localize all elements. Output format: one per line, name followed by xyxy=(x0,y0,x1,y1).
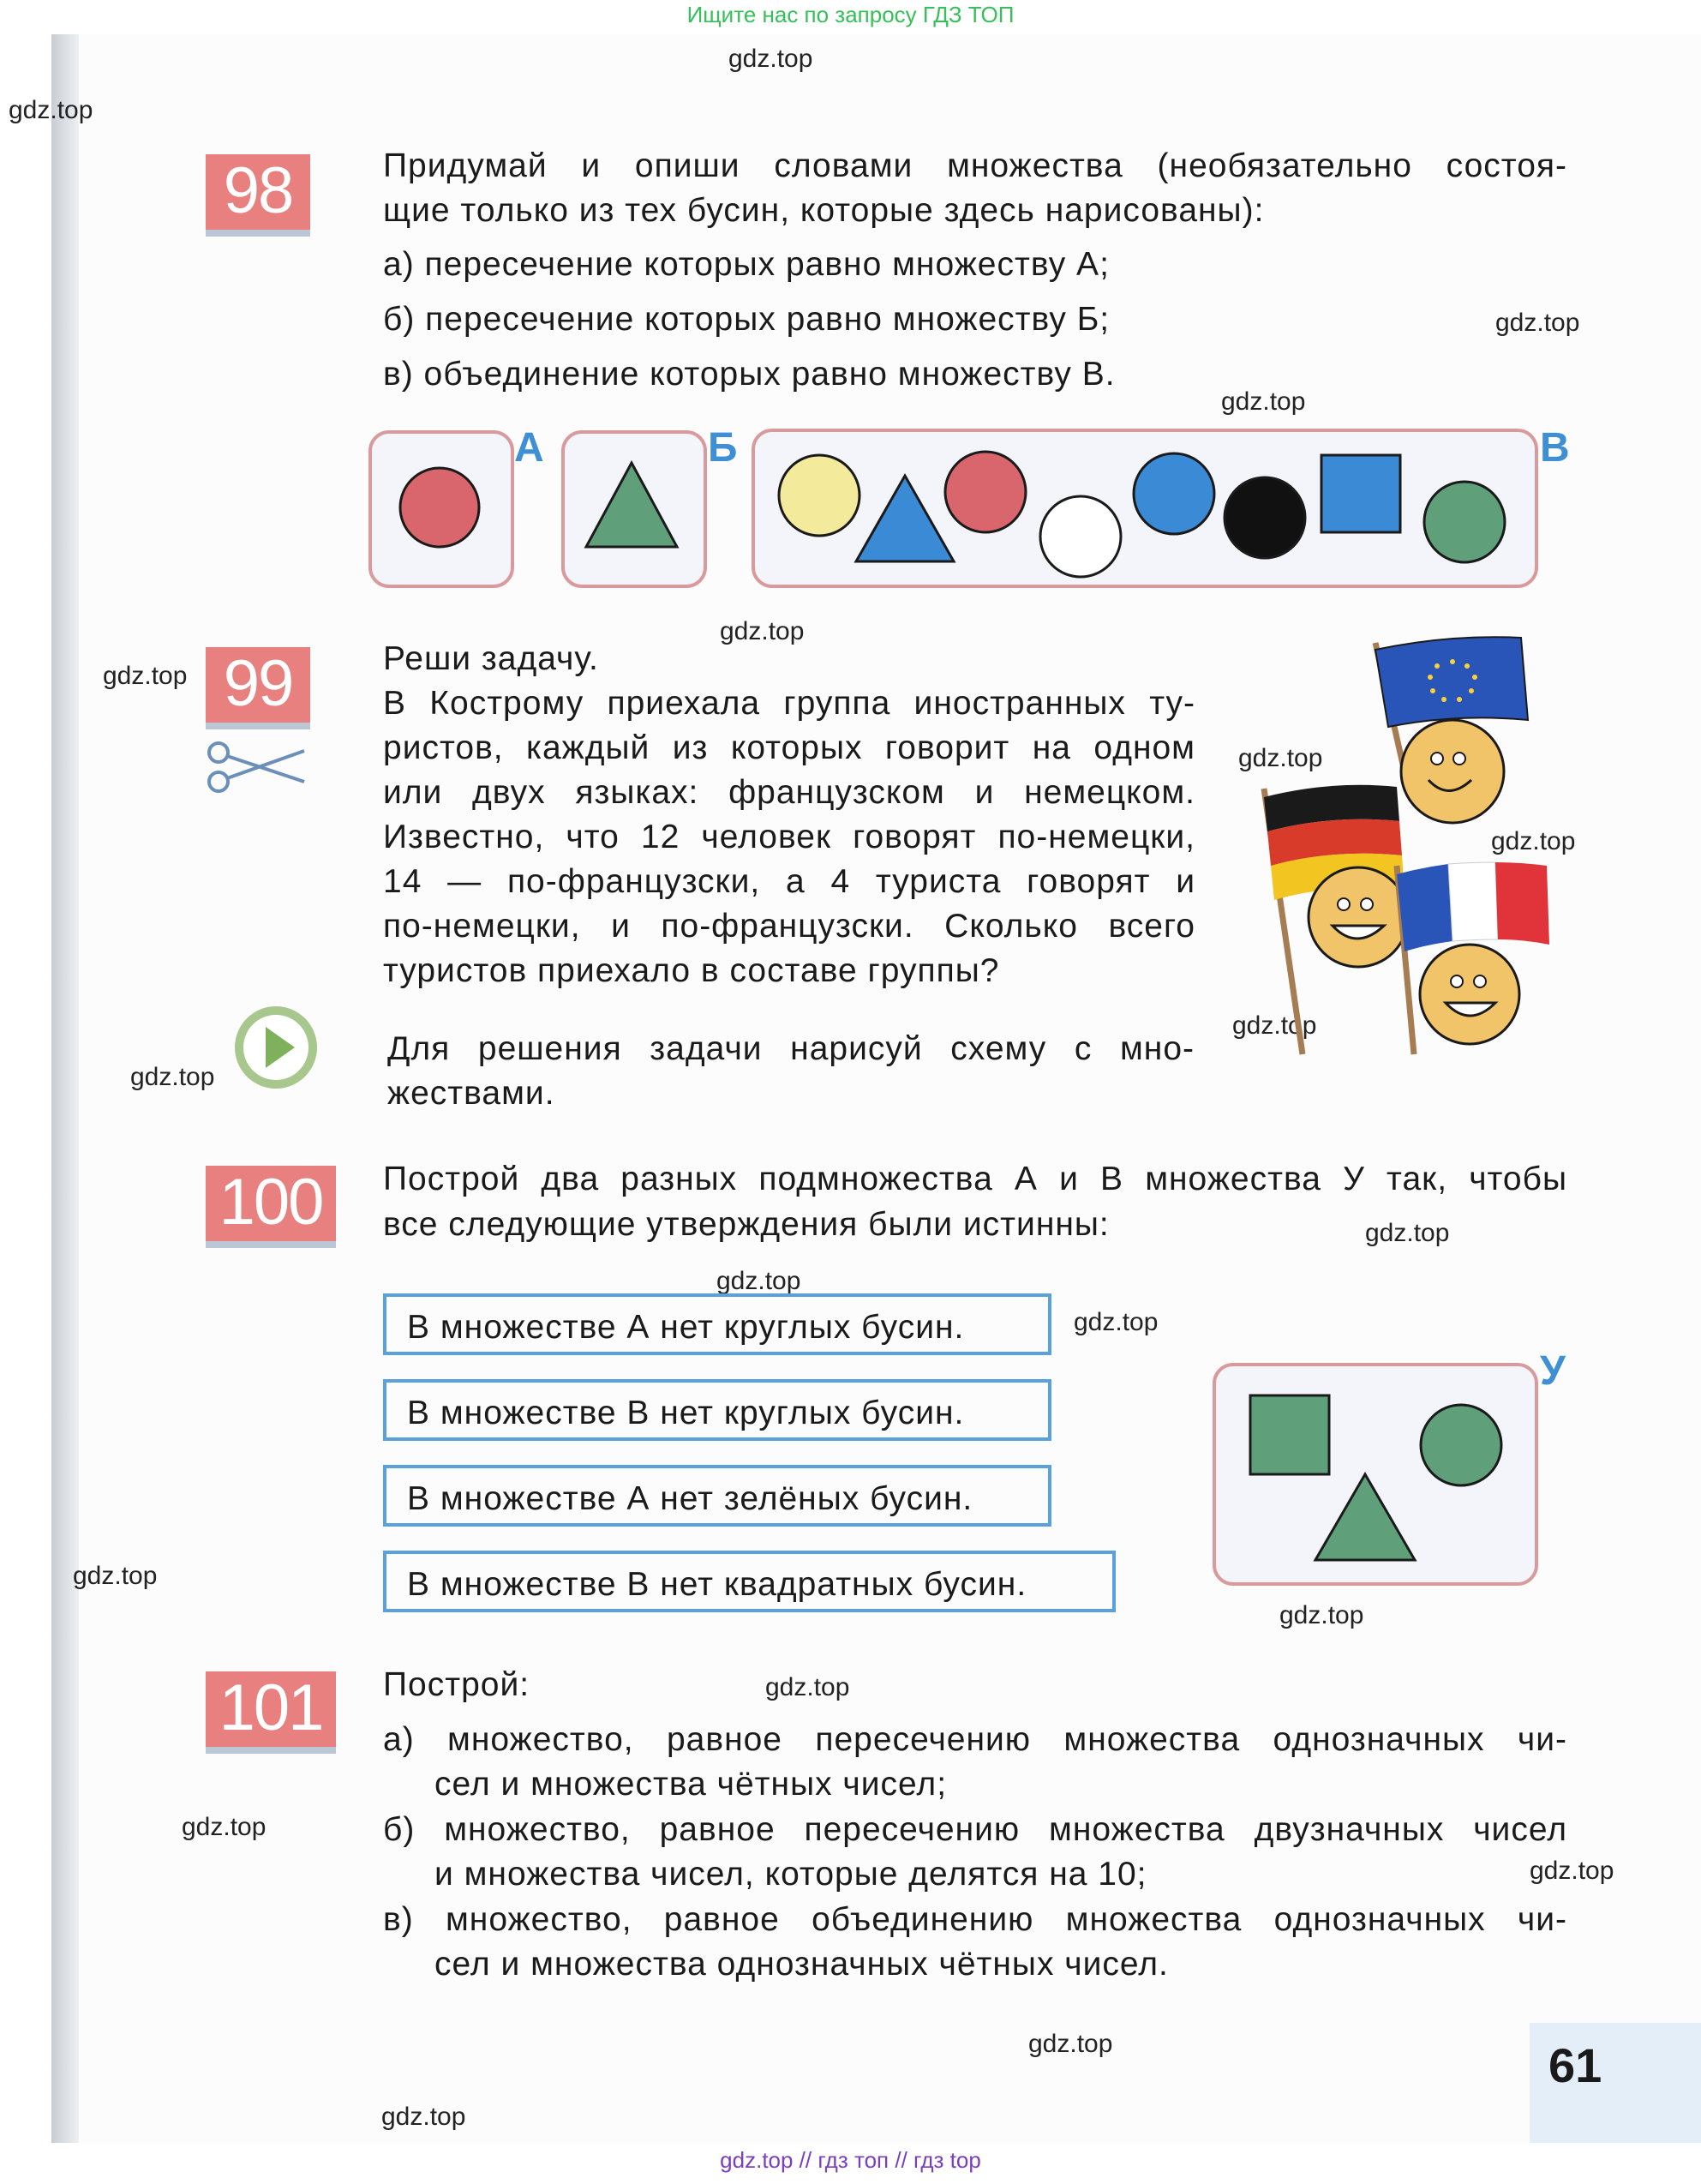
white-circle-bead xyxy=(1040,496,1121,577)
task98-line: щие только из тех бусин, которые здесь нарисованы): xyxy=(383,192,1265,229)
yellow-circle-bead xyxy=(779,455,859,536)
watermark: gdz.top xyxy=(182,1813,267,1841)
set-b-box xyxy=(561,430,707,588)
watermark: gdz.top xyxy=(728,45,813,73)
task99-line: по-немецки, и по-французски. Сколько всего xyxy=(383,908,1195,945)
task99-line: туристов приехало в составе группы? xyxy=(383,952,1000,989)
watermark: gdz.top xyxy=(1028,2030,1113,2058)
task101-line: Построй: xyxy=(383,1666,530,1703)
red-circle-bead xyxy=(945,452,1026,532)
eu-flag xyxy=(1375,637,1528,727)
task99-line: Известно, что 12 человек говорят по-немецки, xyxy=(383,819,1195,855)
red-circle-bead xyxy=(400,468,479,547)
task99-line: 14 — по-французски, а 4 туриста говорят и xyxy=(383,863,1195,900)
task99-line: В Кострому приехала группа иностранных ту- xyxy=(383,685,1195,722)
task98-item-c: в) объединение которых равно множеству В. xyxy=(383,356,1116,393)
france-flag xyxy=(1397,864,1452,951)
blue-triangle-bead xyxy=(856,476,954,561)
black-circle-bead xyxy=(1225,477,1305,558)
set-a-label: А xyxy=(514,425,544,471)
page-number: 61 xyxy=(1530,2023,1701,2143)
set-b-label: Б xyxy=(708,425,738,471)
smiley-face-1 xyxy=(1401,720,1504,823)
statement-box: В множестве В нет квадратных бусин. xyxy=(383,1551,1116,1612)
task101-item-c: в) множество, равное объединению множества однозначных чи- xyxy=(383,1901,1567,1938)
watermark: gdz.top xyxy=(103,662,188,690)
watermark: gdz.top xyxy=(381,2103,466,2131)
task98-item-b: б) пересечение которых равно множеству Б; xyxy=(383,301,1111,338)
smiley-face-2 xyxy=(1309,867,1408,967)
watermark: gdz.top xyxy=(1238,744,1323,772)
statement-box: В множестве А нет круглых бусин. xyxy=(383,1293,1051,1355)
watermark: gdz.top xyxy=(1221,387,1306,416)
task101-line: сел и множества чётных чисел; xyxy=(434,1766,948,1803)
watermark: gdz.top xyxy=(1279,1601,1364,1629)
watermark: gdz.top xyxy=(1495,309,1580,337)
search-banner[interactable]: Ищите нас по запросу ГДЗ ТОП xyxy=(686,2,1015,27)
green-circle-bead xyxy=(1424,482,1505,562)
watermark: gdz.top xyxy=(1365,1219,1450,1247)
task101-line: сел и множества однозначных чётных чисел. xyxy=(434,1946,1169,1983)
task99-line: или двух языках: французском и немецком. xyxy=(383,774,1195,811)
task98-item-a: а) пересечение которых равно множеству А; xyxy=(383,246,1110,283)
watermark: gdz.top xyxy=(9,96,93,124)
watermark: gdz.top xyxy=(73,1562,158,1590)
scissors-icon xyxy=(201,739,308,795)
task-number-99: 99 xyxy=(206,647,310,729)
blue-circle-bead xyxy=(1134,453,1214,534)
watermark: gdz.top xyxy=(1232,1011,1317,1040)
task101-item-a: а) множество, равное пересечению множества однозначных чи- xyxy=(383,1721,1567,1758)
statement-box: В множестве В нет круглых бусин. xyxy=(383,1379,1051,1441)
task99-line: Реши задачу. xyxy=(383,640,599,677)
task101-item-b: б) множество, равное пересечению множества двузначных чисел xyxy=(383,1811,1567,1848)
watermark: gdz.top xyxy=(1491,827,1576,855)
watermark: gdz.top xyxy=(1074,1308,1159,1336)
green-square-bead xyxy=(1250,1395,1329,1474)
set-v-label: В xyxy=(1540,425,1570,471)
set-u-box xyxy=(1213,1363,1538,1586)
footer-links[interactable]: gdz.top // гдз топ // гдз top xyxy=(720,2147,981,2173)
task99-hint: жествами. xyxy=(387,1075,555,1112)
set-u-label: У xyxy=(1540,1348,1566,1394)
task99-hint: Для решения задачи нарисуй схему с мно- xyxy=(387,1030,1195,1067)
task101-line: и множества чисел, которые делятся на 10; xyxy=(434,1856,1147,1893)
smiley-face-3 xyxy=(1420,945,1519,1044)
blue-square-bead xyxy=(1321,455,1400,532)
task-number-98: 98 xyxy=(206,154,310,237)
watermark: gdz.top xyxy=(130,1063,215,1091)
task100-line: Построй два разных подмножества А и В множества У так, чтобы xyxy=(383,1161,1567,1197)
watermark: gdz.top xyxy=(716,1267,801,1295)
page-spine-shadow xyxy=(51,34,79,2143)
watermark: gdz.top xyxy=(1530,1857,1614,1885)
green-circle-bead xyxy=(1421,1405,1501,1485)
task100-line: все следующие утверждения были истинны: xyxy=(383,1206,1110,1243)
set-v-box xyxy=(752,429,1538,588)
task98-line: Придумай и опиши словами множества (необязательно состоя- xyxy=(383,147,1567,184)
task99-line: ристов, каждый из которых говорит на одном xyxy=(383,729,1195,766)
watermark: gdz.top xyxy=(720,617,805,645)
set-a-box xyxy=(368,430,514,588)
task-number-100: 100 xyxy=(206,1166,336,1248)
green-triangle-bead xyxy=(1315,1474,1415,1560)
watermark: gdz.top xyxy=(765,1673,850,1701)
flags-illustration xyxy=(1247,626,1590,1071)
statement-box: В множестве А нет зелёных бусин. xyxy=(383,1465,1051,1527)
green-triangle-bead xyxy=(586,463,677,547)
play-hint-icon[interactable] xyxy=(233,1005,319,1090)
task-number-101: 101 xyxy=(206,1671,336,1754)
